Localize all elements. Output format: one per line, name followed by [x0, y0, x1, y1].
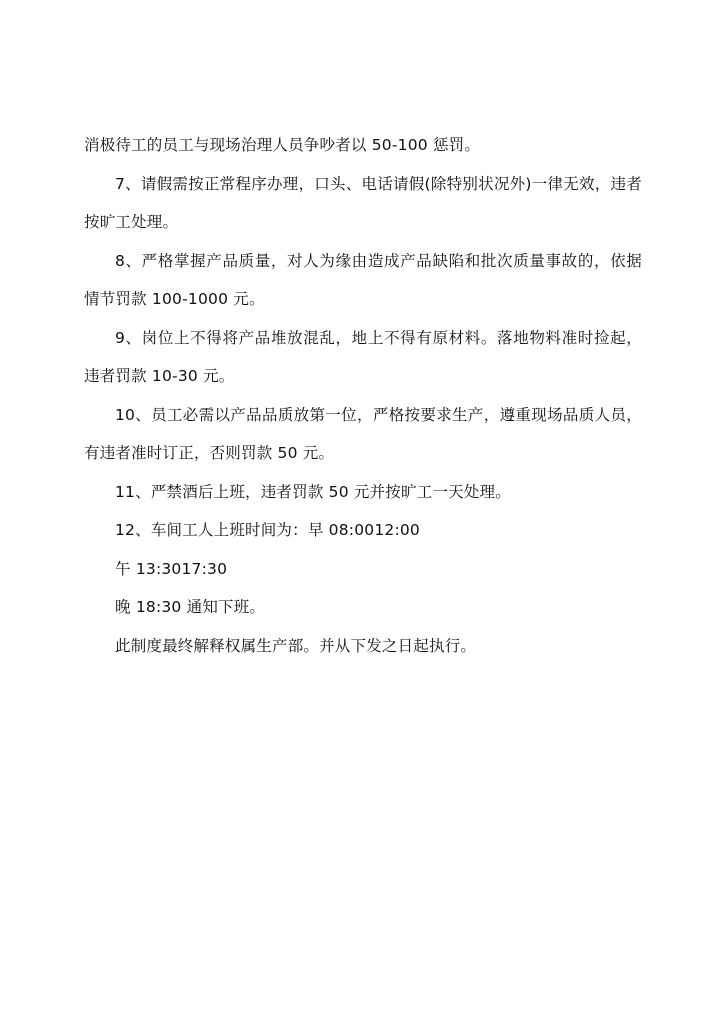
paragraph-rule-7: 7、请假需按正常程序办理，口头、电话请假(除特别状况外)一律无效，违者按旷工处理。 [84, 174, 642, 231]
document-body [84, 126, 642, 665]
paragraph-rule-8: 8、严格掌握产品质量，对人为缘由造成产品缺陷和批次质量事故的，依据情节罚款 100-1000 元。 [84, 251, 642, 308]
paragraph-rule-9: 9、岗位上不得将产品堆放混乱，地上不得有原材料。落地物料准时捡起，违者罚款 10-30 元。 [84, 328, 642, 385]
paragraph-afternoon-hours: 午 13:3017:30 [115, 559, 228, 578]
paragraph-rule-12: 12、车间工人上班时间为：早 08:0012:00 [115, 521, 420, 539]
paragraph-penalty-arguing: 消极待工的员工与现场治理人员争吵者以 50-100 惩罚。 [84, 136, 481, 154]
paragraph-interpretation-note: 此制度最终解释权属生产部。并从下发之日起执行。 [115, 636, 477, 655]
paragraph-evening-hours: 晚 18:30 通知下班。 [115, 598, 266, 616]
paragraph-rule-10: 10、员工必需以产品品质放第一位，严格按要求生产，遵重现场品质人员，有违者准时订正，否则罚款 50 元。 [84, 405, 642, 462]
paragraph-rule-11: 11、严禁酒后上班，违者罚款 50 元并按旷工一天处理。 [115, 482, 511, 501]
